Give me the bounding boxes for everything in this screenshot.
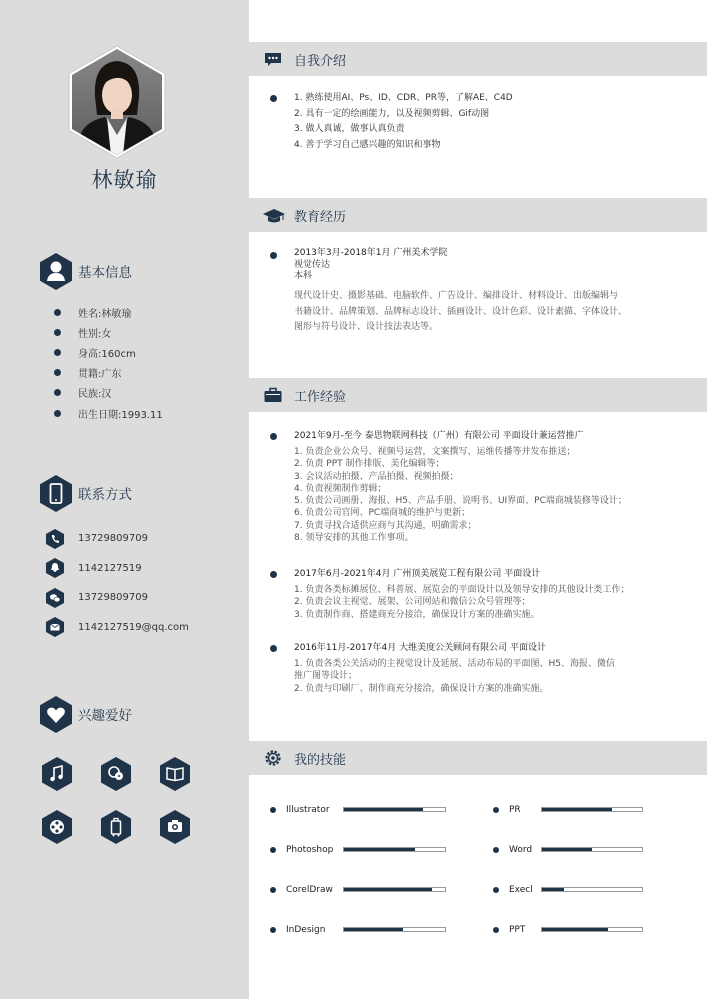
travel-icon [101, 810, 131, 844]
education-courses-line: 现代设计史、摄影基础、电脑软件、广告设计、编排设计、材料设计、出版编辑与 [294, 291, 619, 301]
job-duty: 1. 负责各类标摊展位、科普展、展览会的平面设计以及领导安排的其他设计类工作； [294, 585, 630, 595]
work-section-header [249, 378, 707, 412]
skill-row [270, 883, 344, 897]
hobbies-title: 兴趣爱好 [78, 708, 132, 724]
bullet-dot [270, 433, 277, 440]
bullet-dot [270, 927, 276, 933]
person-name: 林敏瑜 [91, 168, 158, 192]
list-item: 身高:160cm [54, 342, 163, 362]
intro-line: 2. 具有一定的绘画能力，以及视频剪辑、Gif动图 [294, 108, 490, 119]
list-item: 民族:汉 [54, 383, 163, 403]
skill-level-bar [343, 847, 446, 852]
skill-row [493, 883, 567, 897]
list-item: 姓名:林敏瑜 [54, 302, 163, 322]
book-icon [160, 757, 190, 791]
sidebar [0, 0, 249, 999]
skill-name: Word [509, 845, 533, 855]
skill-level-fill [542, 848, 592, 851]
wechat-icon [46, 588, 64, 608]
contact-email: 1142127519@qq.com [46, 613, 189, 643]
phone-icon [46, 529, 64, 549]
skill-level-bar [343, 807, 446, 812]
skill-name: Illustrator [286, 805, 330, 815]
job-duty: 2. 负责 PPT 制作排版、美化编辑等； [294, 459, 445, 470]
skill-level-fill [344, 848, 415, 851]
job-duty: 5. 负责公司画册、海报、H5、产品手册、说明书、UI界面、PC端商城装修等设计； [294, 496, 627, 507]
intro-line: 3. 做人真诚，做事认真负责 [294, 124, 405, 135]
job-duty: 3. 会议活动拍摄、产品拍摄、视频拍摄； [294, 471, 459, 482]
game-icon [101, 757, 131, 791]
person-icon [40, 253, 72, 290]
contact-qq: 1142127519 [46, 554, 189, 584]
skill-level-bar [541, 927, 643, 932]
skill-level-fill [542, 888, 564, 891]
skill-level-fill [344, 888, 432, 891]
skill-level-fill [344, 808, 423, 811]
intro-line: 1. 熟练使用AI、Ps、ID、CDR、PR等，了解AE、C4D [294, 93, 513, 103]
phone-icon [40, 475, 72, 512]
education-section-header [249, 198, 707, 232]
job-duty: 7. 负责寻找合适供应商与其沟通，明确需求； [294, 520, 477, 531]
graduation-cap-icon [263, 205, 283, 225]
job-header: 2021年9月-至今 泰思物联网科技（广州）有限公司 平面设计兼运营推广 [294, 431, 584, 441]
hobbies-header [40, 695, 132, 733]
skill-level-bar [541, 847, 643, 852]
skill-name: PR [509, 805, 521, 815]
work-title: 工作经验 [294, 389, 347, 405]
bullet-dot [493, 847, 499, 853]
skill-level-fill [344, 928, 403, 931]
basic-info-list [54, 302, 163, 423]
skill-level-fill [542, 928, 608, 931]
basic-info-title: 基本信息 [78, 265, 132, 281]
skill-row [270, 843, 344, 857]
bullet-dot [270, 645, 277, 652]
bullet-dot [270, 887, 276, 893]
list-item: 性别:女 [54, 322, 163, 342]
heart-icon [40, 696, 72, 733]
gear-icon [263, 748, 283, 768]
basic-info-header [40, 252, 132, 290]
intro-title: 自我介绍 [294, 53, 347, 69]
skill-name: CorelDraw [286, 885, 333, 895]
job-duty: 2. 负责与印刷厂、制作商充分接洽，确保设计方案的准确实施。 [294, 683, 549, 694]
contact-title: 联系方式 [78, 487, 132, 503]
job-duty: 1. 负责各类公关活动的主视觉设计及延展、活动布局的平面图、H5、海报、微信 [294, 659, 615, 669]
film-icon [42, 810, 72, 844]
skill-level-bar [343, 887, 446, 892]
intro-section-header [249, 42, 707, 76]
music-icon [42, 757, 72, 791]
contact-wechat: 13729809709 [46, 583, 189, 613]
bullet-dot [270, 571, 277, 578]
education-period: 2013年3月-2018年1月 广州美术学院 [294, 248, 448, 258]
skills-section-header [249, 741, 707, 775]
education-degree: 本科 [294, 271, 313, 282]
skill-level-fill [542, 808, 612, 811]
skill-row [270, 803, 344, 817]
skill-row [493, 923, 567, 937]
skill-name: Photoshop [286, 845, 334, 855]
education-courses-line: 书籍设计、品牌策划、品牌标志设计、插画设计、设计色彩、设计素描、字体设计、 [294, 306, 628, 317]
education-courses-line: 图形与符号设计、设计技法表达等。 [294, 322, 439, 333]
skill-row [493, 803, 567, 817]
bullet-dot [493, 807, 499, 813]
education-title: 教育经历 [294, 209, 347, 225]
list-item: 贯籍:广东 [54, 363, 163, 383]
chat-icon [263, 49, 283, 69]
bullet-dot [493, 927, 499, 933]
skills-title: 我的技能 [294, 752, 347, 768]
contact-list [46, 524, 189, 642]
bullet-dot [270, 807, 276, 813]
job-duty: 1. 负责企业公众号、视频号运营，文案撰写、运维传播等并发布推送； [294, 447, 576, 457]
job-duty: 2. 负责会议主视觉、展架、公司网站和微信公众号管理等； [294, 597, 531, 608]
bullet-dot [493, 887, 499, 893]
job-duty: 3. 负责制作商、搭建商充分接洽，确保设计方案的准确实施。 [294, 609, 540, 620]
education-major: 视觉传达 [294, 259, 331, 270]
contact-phone: 13729809709 [46, 524, 189, 554]
skill-level-bar [541, 807, 643, 812]
contact-header [40, 474, 132, 512]
list-item: 出生日期:1993.11 [54, 403, 163, 423]
skill-row [270, 923, 344, 937]
bullet-dot [270, 847, 276, 853]
profile-photo [67, 45, 167, 159]
job-duty: 6. 负责公司官网、PC端商城的维护与更新； [294, 508, 471, 519]
skill-level-bar [343, 927, 446, 932]
job-duty: 推广图等设计； [294, 671, 358, 682]
camera-icon [160, 810, 190, 844]
qq-icon [46, 558, 64, 578]
skill-name: PPT [509, 925, 526, 935]
skill-row [493, 843, 567, 857]
job-header: 2017年6月-2021年4月 广州顶美展览工程有限公司 平面设计 [294, 569, 541, 579]
bullet-dot [270, 252, 277, 259]
job-header: 2016年11月-2017年4月 大维美度公关顾问有限公司 平面设计 [294, 643, 546, 653]
mail-icon [46, 617, 64, 637]
skill-level-bar [541, 887, 643, 892]
skill-name: InDesign [286, 925, 326, 935]
intro-line: 4. 善于学习自己感兴趣的知识和事物 [294, 139, 441, 150]
skill-name: Execl [509, 885, 533, 895]
bullet-dot [270, 95, 277, 102]
briefcase-icon [263, 385, 283, 405]
job-duty: 4. 负责视频制作剪辑； [294, 483, 387, 494]
job-duty: 8. 领导安排的其他工作事项。 [294, 533, 414, 544]
